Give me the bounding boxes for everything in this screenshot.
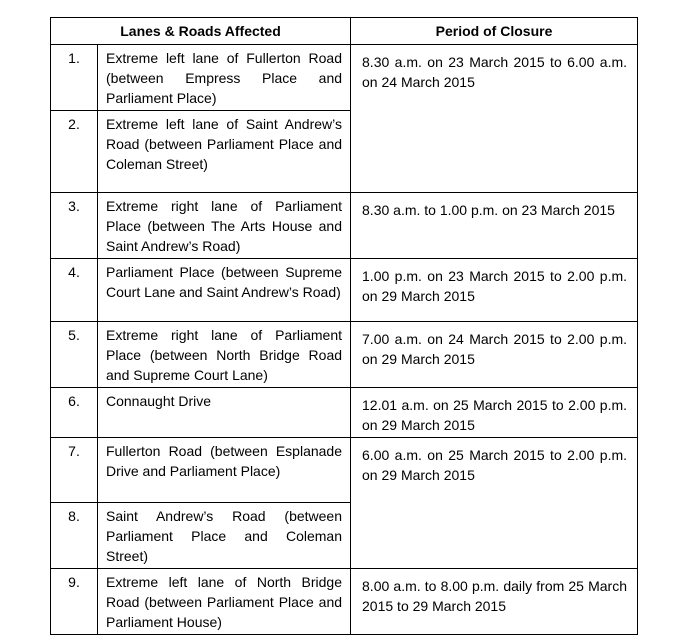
closure-period: 1.00 p.m. on 23 March 2015 to 2.00 p.m. on 29 March 2015: [351, 259, 638, 322]
closure-period: 8.30 a.m. on 23 March 2015 to 6.00 a.m. on 24 March 2015: [351, 45, 638, 193]
row-number: 1.: [51, 45, 98, 111]
closure-period: 6.00 a.m. on 25 March 2015 to 2.00 p.m. on 29 March 2015: [351, 438, 638, 569]
table-row: [51, 45, 638, 111]
row-number: 7.: [51, 438, 98, 503]
row-number: 5.: [51, 322, 98, 388]
lane-description: Parliament Place (between Supreme Court Lane and Saint Andrew’s Road): [98, 259, 351, 322]
header-period-of-closure: Period of Closure: [351, 18, 638, 45]
header-lanes-roads-affected: Lanes & Roads Affected: [51, 18, 351, 45]
road-closure-table: [50, 17, 638, 635]
closure-period: 8.00 a.m. to 8.00 p.m. daily from 25 March 2015 to 29 March 2015: [351, 569, 638, 635]
closure-period: 8.30 a.m. to 1.00 p.m. on 23 March 2015: [351, 193, 638, 259]
row-number: 9.: [51, 569, 98, 635]
closure-period: 12.01 a.m. on 25 March 2015 to 2.00 p.m. on 29 March 2015: [351, 388, 638, 438]
lane-description: Saint Andrew’s Road (between Parliament Place and Coleman Street): [98, 503, 351, 569]
table-row: [51, 388, 638, 438]
lane-description: Extreme right lane of Parliament Place (between North Bridge Road and Supreme Court Lane): [98, 322, 351, 388]
lane-description: Connaught Drive: [98, 388, 351, 438]
table-row: [51, 193, 638, 259]
row-number: 3.: [51, 193, 98, 259]
lane-description: Extreme left lane of North Bridge Road (between Parliament Place and Parliament House): [98, 569, 351, 635]
row-number: 4.: [51, 259, 98, 322]
table-row: [51, 322, 638, 388]
row-number: 6.: [51, 388, 98, 438]
row-number: 2.: [51, 111, 98, 193]
header-row: [51, 18, 638, 45]
lane-description: Fullerton Road (between Esplanade Drive and Parliament Place): [98, 438, 351, 503]
table-row: [51, 259, 638, 322]
lane-description: Extreme left lane of Fullerton Road (between Empress Place and Parliament Place): [98, 45, 351, 111]
closure-period: 7.00 a.m. on 24 March 2015 to 2.00 p.m. on 29 March 2015: [351, 322, 638, 388]
row-number: 8.: [51, 503, 98, 569]
lane-description: Extreme left lane of Saint Andrew’s Road (between Parliament Place and Coleman Street): [98, 111, 351, 193]
lane-description: Extreme right lane of Parliament Place (between The Arts House and Saint Andrew’s Road): [98, 193, 351, 259]
table-row: [51, 438, 638, 503]
table-row: [51, 569, 638, 635]
